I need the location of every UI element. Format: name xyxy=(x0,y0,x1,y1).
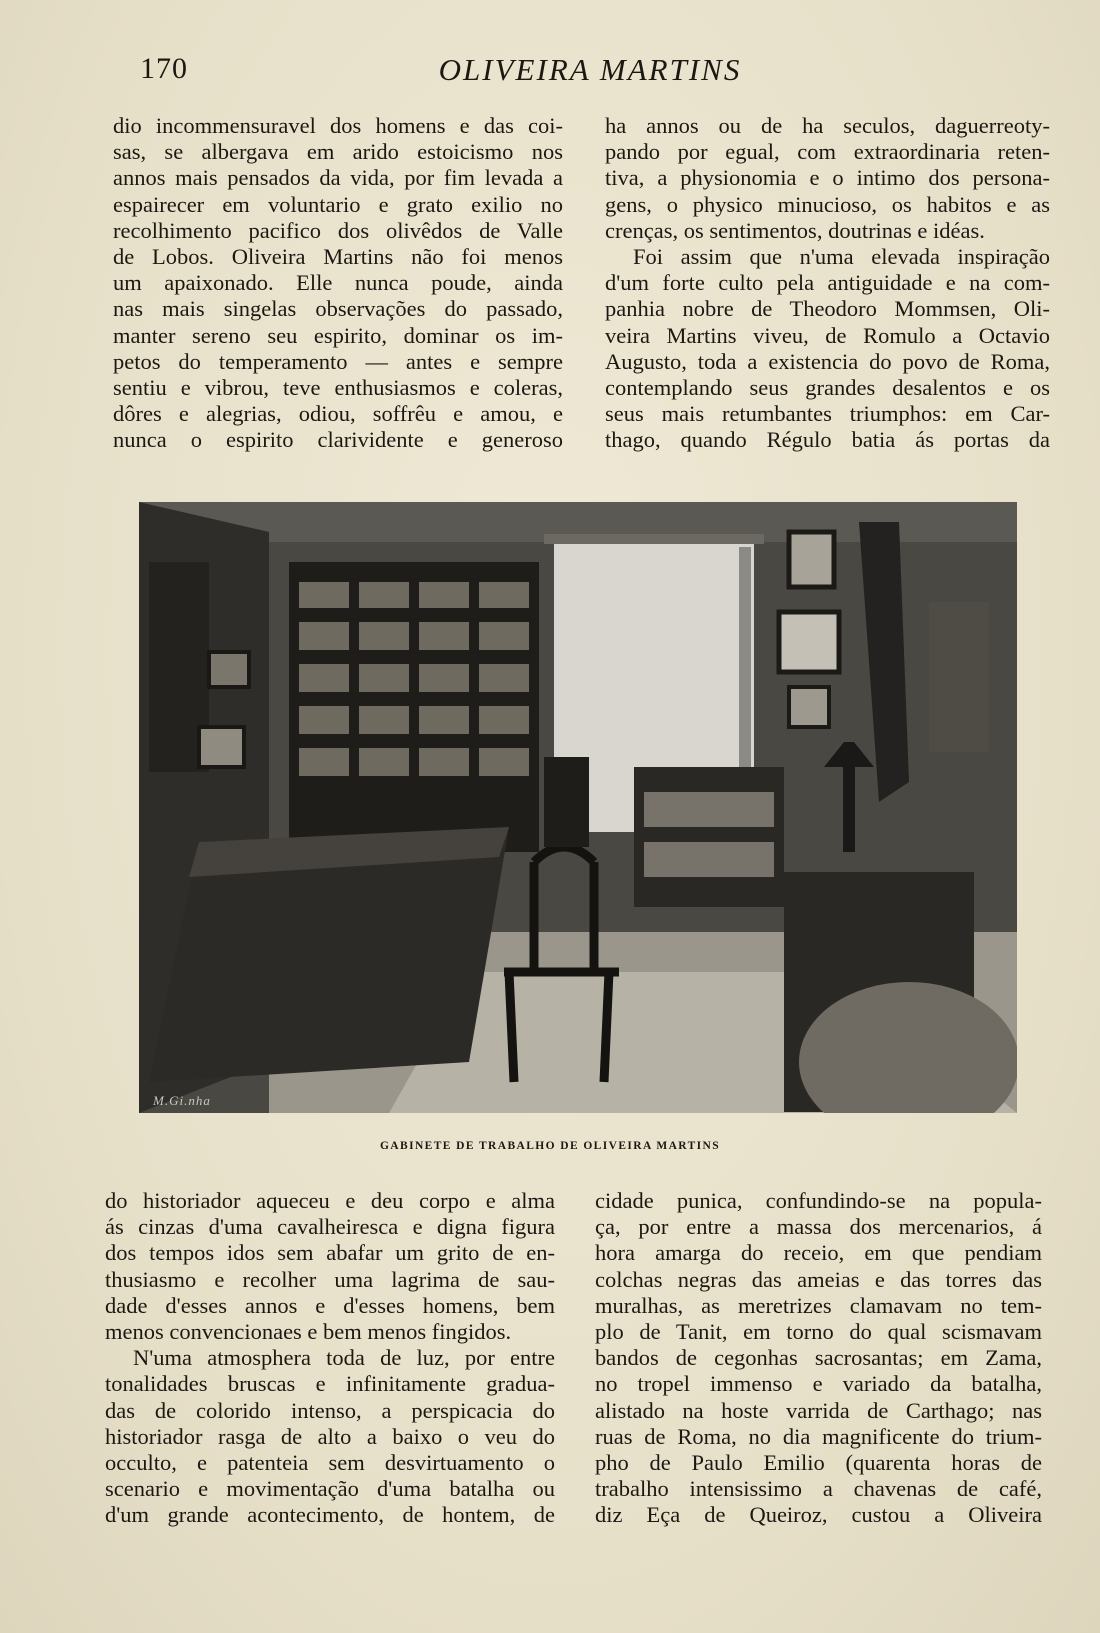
paragraph xyxy=(605,244,1050,454)
text-line: thusiasmo e recolher uma lagrima de sau- xyxy=(105,1266,555,1292)
text-line: d'um forte culto pela antiguidade e na com- xyxy=(605,270,1050,296)
text-line: tiva, a physionomia e o intimo dos persona- xyxy=(605,165,1050,191)
photographer-signature: M.Gi.nha xyxy=(153,1093,211,1108)
text-line: seus mais retumbantes triumphos: em Car- xyxy=(605,401,1050,427)
paragraph xyxy=(105,1188,555,1345)
text-line: no tropel immenso e variado da batalha, xyxy=(595,1371,1042,1397)
text-column-top-left xyxy=(113,113,563,453)
text-line: muralhas, as meretrizes clamavam no tem- xyxy=(595,1292,1042,1318)
paragraph xyxy=(605,113,1050,244)
text-line: dade d'esses annos e d'esses homens, bem xyxy=(105,1292,555,1318)
text-line: bandos de cegonhas sacrosantas; em Zama, xyxy=(595,1345,1042,1371)
text-line: veira Martins viveu, de Romulo a Octavio xyxy=(605,322,1050,348)
text-line: Augusto, toda a existencia do povo de Roma, xyxy=(605,348,1050,374)
text-line: petos do temperamento — antes e sempre xyxy=(113,348,563,374)
paragraph xyxy=(595,1188,1042,1528)
text-line: tonalidades bruscas e infinitamente gradua- xyxy=(105,1371,555,1397)
text-column-top-right xyxy=(605,113,1050,453)
text-line: N'uma atmosphera toda de luz, por entre xyxy=(133,1345,555,1371)
text-line: espairecer em voluntario e grato exilio no xyxy=(113,191,563,217)
text-line: diz Eça de Queiroz, custou a Oliveira xyxy=(595,1502,1042,1528)
text-line: crenças, os sentimentos, doutrinas e idéas. xyxy=(605,217,985,243)
text-column-bottom-left xyxy=(105,1188,555,1528)
text-line: menos convencionaes e bem menos fingidos. xyxy=(105,1318,512,1344)
text-line: pho de Paulo Emilio (quarenta horas de xyxy=(595,1449,1042,1475)
text-line: colchas negras das ameias e das torres das xyxy=(595,1266,1042,1292)
text-line: d'um grande acontecimento, de hontem, de xyxy=(105,1502,555,1528)
text-line: dio incommensuravel dos homens e das coi- xyxy=(113,113,563,138)
text-line: ruas de Roma, no dia magnificente do trium- xyxy=(595,1423,1042,1449)
text-line: Foi assim que n'uma elevada inspiração xyxy=(633,243,1050,269)
page-header xyxy=(140,52,1040,92)
page-number: 170 xyxy=(140,52,188,85)
text-line: panhia nobre de Theodoro Mommsen, Oli- xyxy=(605,296,1050,322)
text-line: alistado na hoste varrida de Carthago; nas xyxy=(595,1397,1042,1423)
text-line: dos tempos idos sem abafar um grito de en- xyxy=(105,1240,555,1266)
text-line: annos mais pensados da vida, por fim levada a xyxy=(113,165,563,191)
text-line: cidade punica, confundindo-se na popula- xyxy=(595,1188,1042,1213)
text-line: scenario e movimentação d'uma batalha ou xyxy=(105,1476,555,1502)
text-line: sentiu e vibrou, teve enthusiasmos e coleras, xyxy=(113,374,563,400)
text-column-bottom-right xyxy=(595,1188,1042,1528)
text-line: ça, por entre a massa dos mercenarios, á xyxy=(595,1214,1042,1240)
text-line: um apaixonado. Elle nunca poude, ainda xyxy=(113,270,563,296)
text-line: thago, quando Régulo batia ás portas da xyxy=(605,427,1050,453)
text-line: contemplando seus grandes desalentos e os xyxy=(605,374,1050,400)
text-line: recolhimento pacifico dos olivêdos de Valle xyxy=(113,217,563,243)
text-line: ás cinzas d'uma cavalheiresca e digna figura xyxy=(105,1214,555,1240)
text-line: sas, se albergava em arido estoicismo nos xyxy=(113,139,563,165)
photo-caption: GABINETE DE TRABALHO DE OLIVEIRA MARTINS xyxy=(379,1140,721,1152)
text-line: hora amarga do receio, em que pendiam xyxy=(595,1240,1042,1266)
text-line: dôres e alegrias, odiou, soffrêu e amou, e xyxy=(113,401,563,427)
text-line: historiador rasga de alto a baixo o veu do xyxy=(105,1423,555,1449)
text-line: pando por egual, com extraordinaria reten- xyxy=(605,139,1050,165)
paragraph xyxy=(105,1345,555,1528)
text-line: de Lobos. Oliveira Martins não foi menos xyxy=(113,243,563,269)
text-line: gens, o physico minucioso, os habitos e as xyxy=(605,191,1050,217)
text-line: nas mais singelas observações do passado, xyxy=(113,296,563,322)
text-line: manter sereno seu espirito, dominar os im- xyxy=(113,322,563,348)
running-title: OLIVEIRA MARTINS xyxy=(438,52,742,87)
paragraph xyxy=(113,113,563,453)
text-line: trabalho intensissimo a chavenas de café, xyxy=(595,1476,1042,1502)
text-line: ha annos ou de ha seculos, daguerreoty- xyxy=(605,113,1050,138)
text-line: do historiador aqueceu e deu corpo e alma xyxy=(105,1188,555,1213)
text-line: das de colorido intenso, a perspicacia do xyxy=(105,1397,555,1423)
text-line: nunca o espirito clarividente e generoso xyxy=(113,427,563,453)
text-line: plo de Tanit, em torno do qual scismavam xyxy=(595,1318,1042,1344)
study-room-photograph xyxy=(139,502,1017,1113)
text-line: occulto, e patenteia sem desvirtuamento o xyxy=(105,1449,555,1475)
